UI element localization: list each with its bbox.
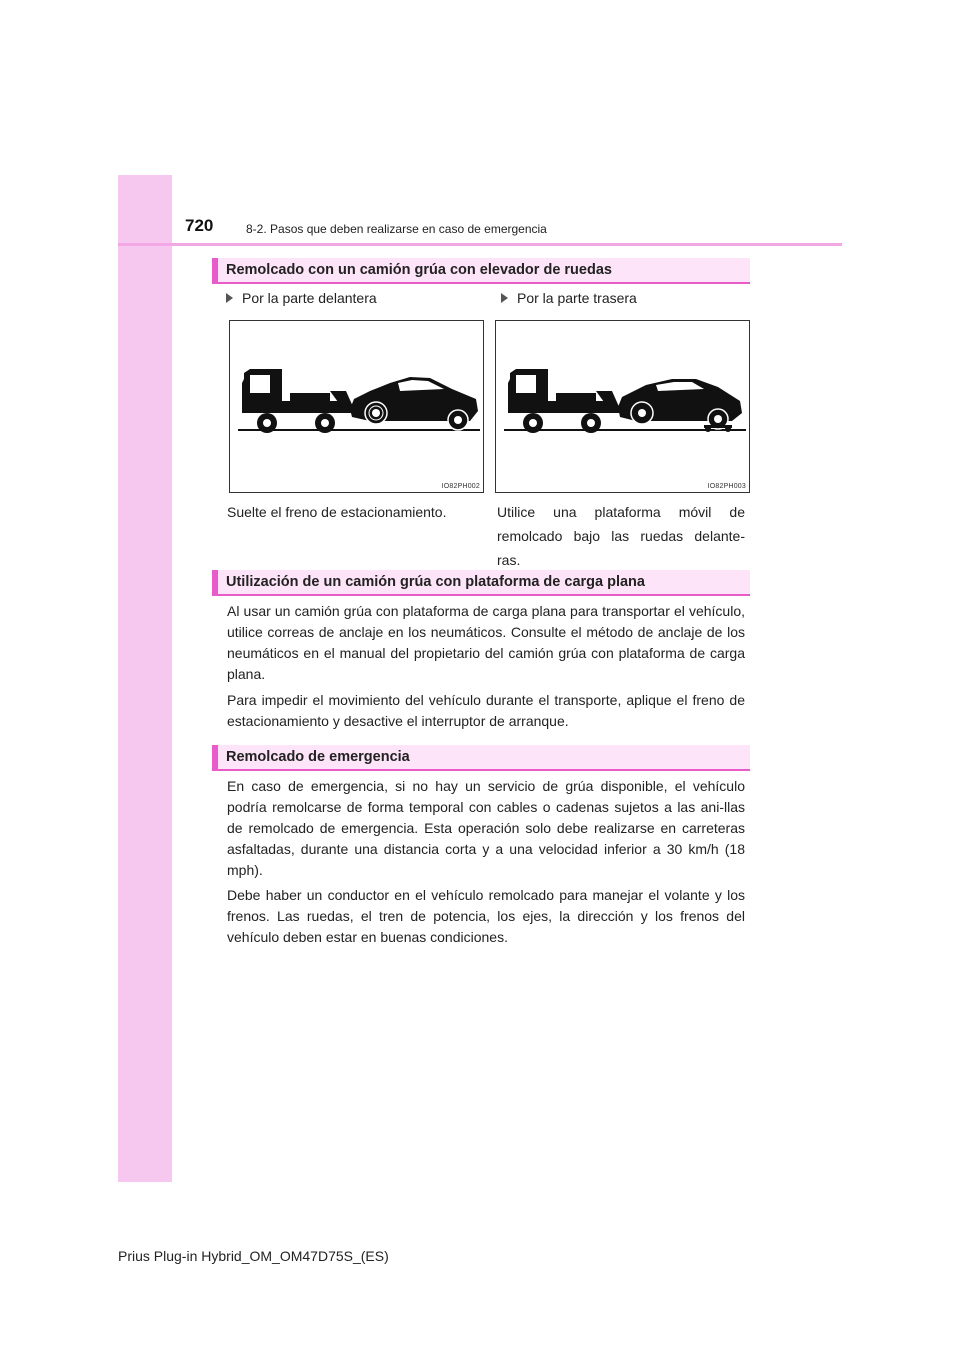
figure-code-front: IO82PH002 — [441, 483, 480, 490]
caption-rear-line-1: Utilice una plataforma móvil de — [497, 504, 745, 520]
caption-rear — [497, 502, 745, 571]
page-number: 720 — [185, 216, 214, 235]
figure-rear-tow — [495, 320, 750, 493]
figure-front-tow — [229, 320, 484, 493]
footer-document-id: Prius Plug-in Hybrid_OM_OM47D75S_(ES) — [118, 1248, 389, 1264]
triangle-bullet-icon — [501, 293, 508, 303]
caption-rear-line-2: remolcado bajo las ruedas delante- — [497, 528, 745, 544]
chapter-title: 8-2. Pasos que deben realizarse en caso de emergencia — [246, 222, 547, 236]
paragraph-emergency-1: En caso de emergencia, si no hay un servicio de grúa disponible, el vehículo podría remolcarse de forma temporal con cables o cadenas sujetos a las ani-llas de remolcado de emergencia. Esta operación solo debe realizarse en carreteras asfaltadas, durante una distancia corta y a una velocidad inferior a 30 km/h (18 mph). — [227, 778, 745, 878]
bullet-rear — [501, 290, 637, 306]
header-rule — [118, 243, 842, 246]
bullet-front — [226, 290, 377, 306]
paragraph-emergency-2: Debe haber un conductor en el vehículo remolcado para manejar el volante y los frenos. Las ruedas, el tren de potencia, los ejes, la dirección y los frenos del vehículo deben estar en buenas condiciones. — [227, 887, 745, 945]
section-heading-flatbed: Utilización de un camión grúa con plataforma de carga plana — [212, 570, 750, 596]
section-heading-emergency: Remolcado de emergencia — [212, 745, 750, 771]
tow-truck-rear-illustration — [496, 321, 749, 492]
paragraph-flatbed-1: Al usar un camión grúa con plataforma de carga plana para transportar el vehículo, utilice correas de anclaje en los neumáticos. Consulte el método de anclaje de los neumáticos en el manual del propietario del camión grúa con plataforma de carga plana. — [227, 603, 745, 682]
bullet-rear-label: Por la parte trasera — [517, 290, 637, 306]
triangle-bullet-icon — [226, 293, 233, 303]
section-heading-wheel-lift: Remolcado con un camión grúa con elevador de ruedas — [212, 258, 750, 284]
figure-code-rear: IO82PH003 — [707, 483, 746, 490]
bullet-front-label: Por la parte delantera — [242, 290, 377, 306]
paragraph-flatbed-2: Para impedir el movimiento del vehículo durante el transporte, aplique el freno de estacionamiento y desactive el interruptor de arranque. — [227, 692, 745, 729]
chapter-sidebar-tab — [118, 175, 172, 1182]
caption-rear-line-3: ras. — [497, 552, 521, 568]
caption-front: Suelte el freno de estacionamiento. — [227, 504, 447, 520]
tow-truck-front-illustration — [230, 321, 483, 492]
